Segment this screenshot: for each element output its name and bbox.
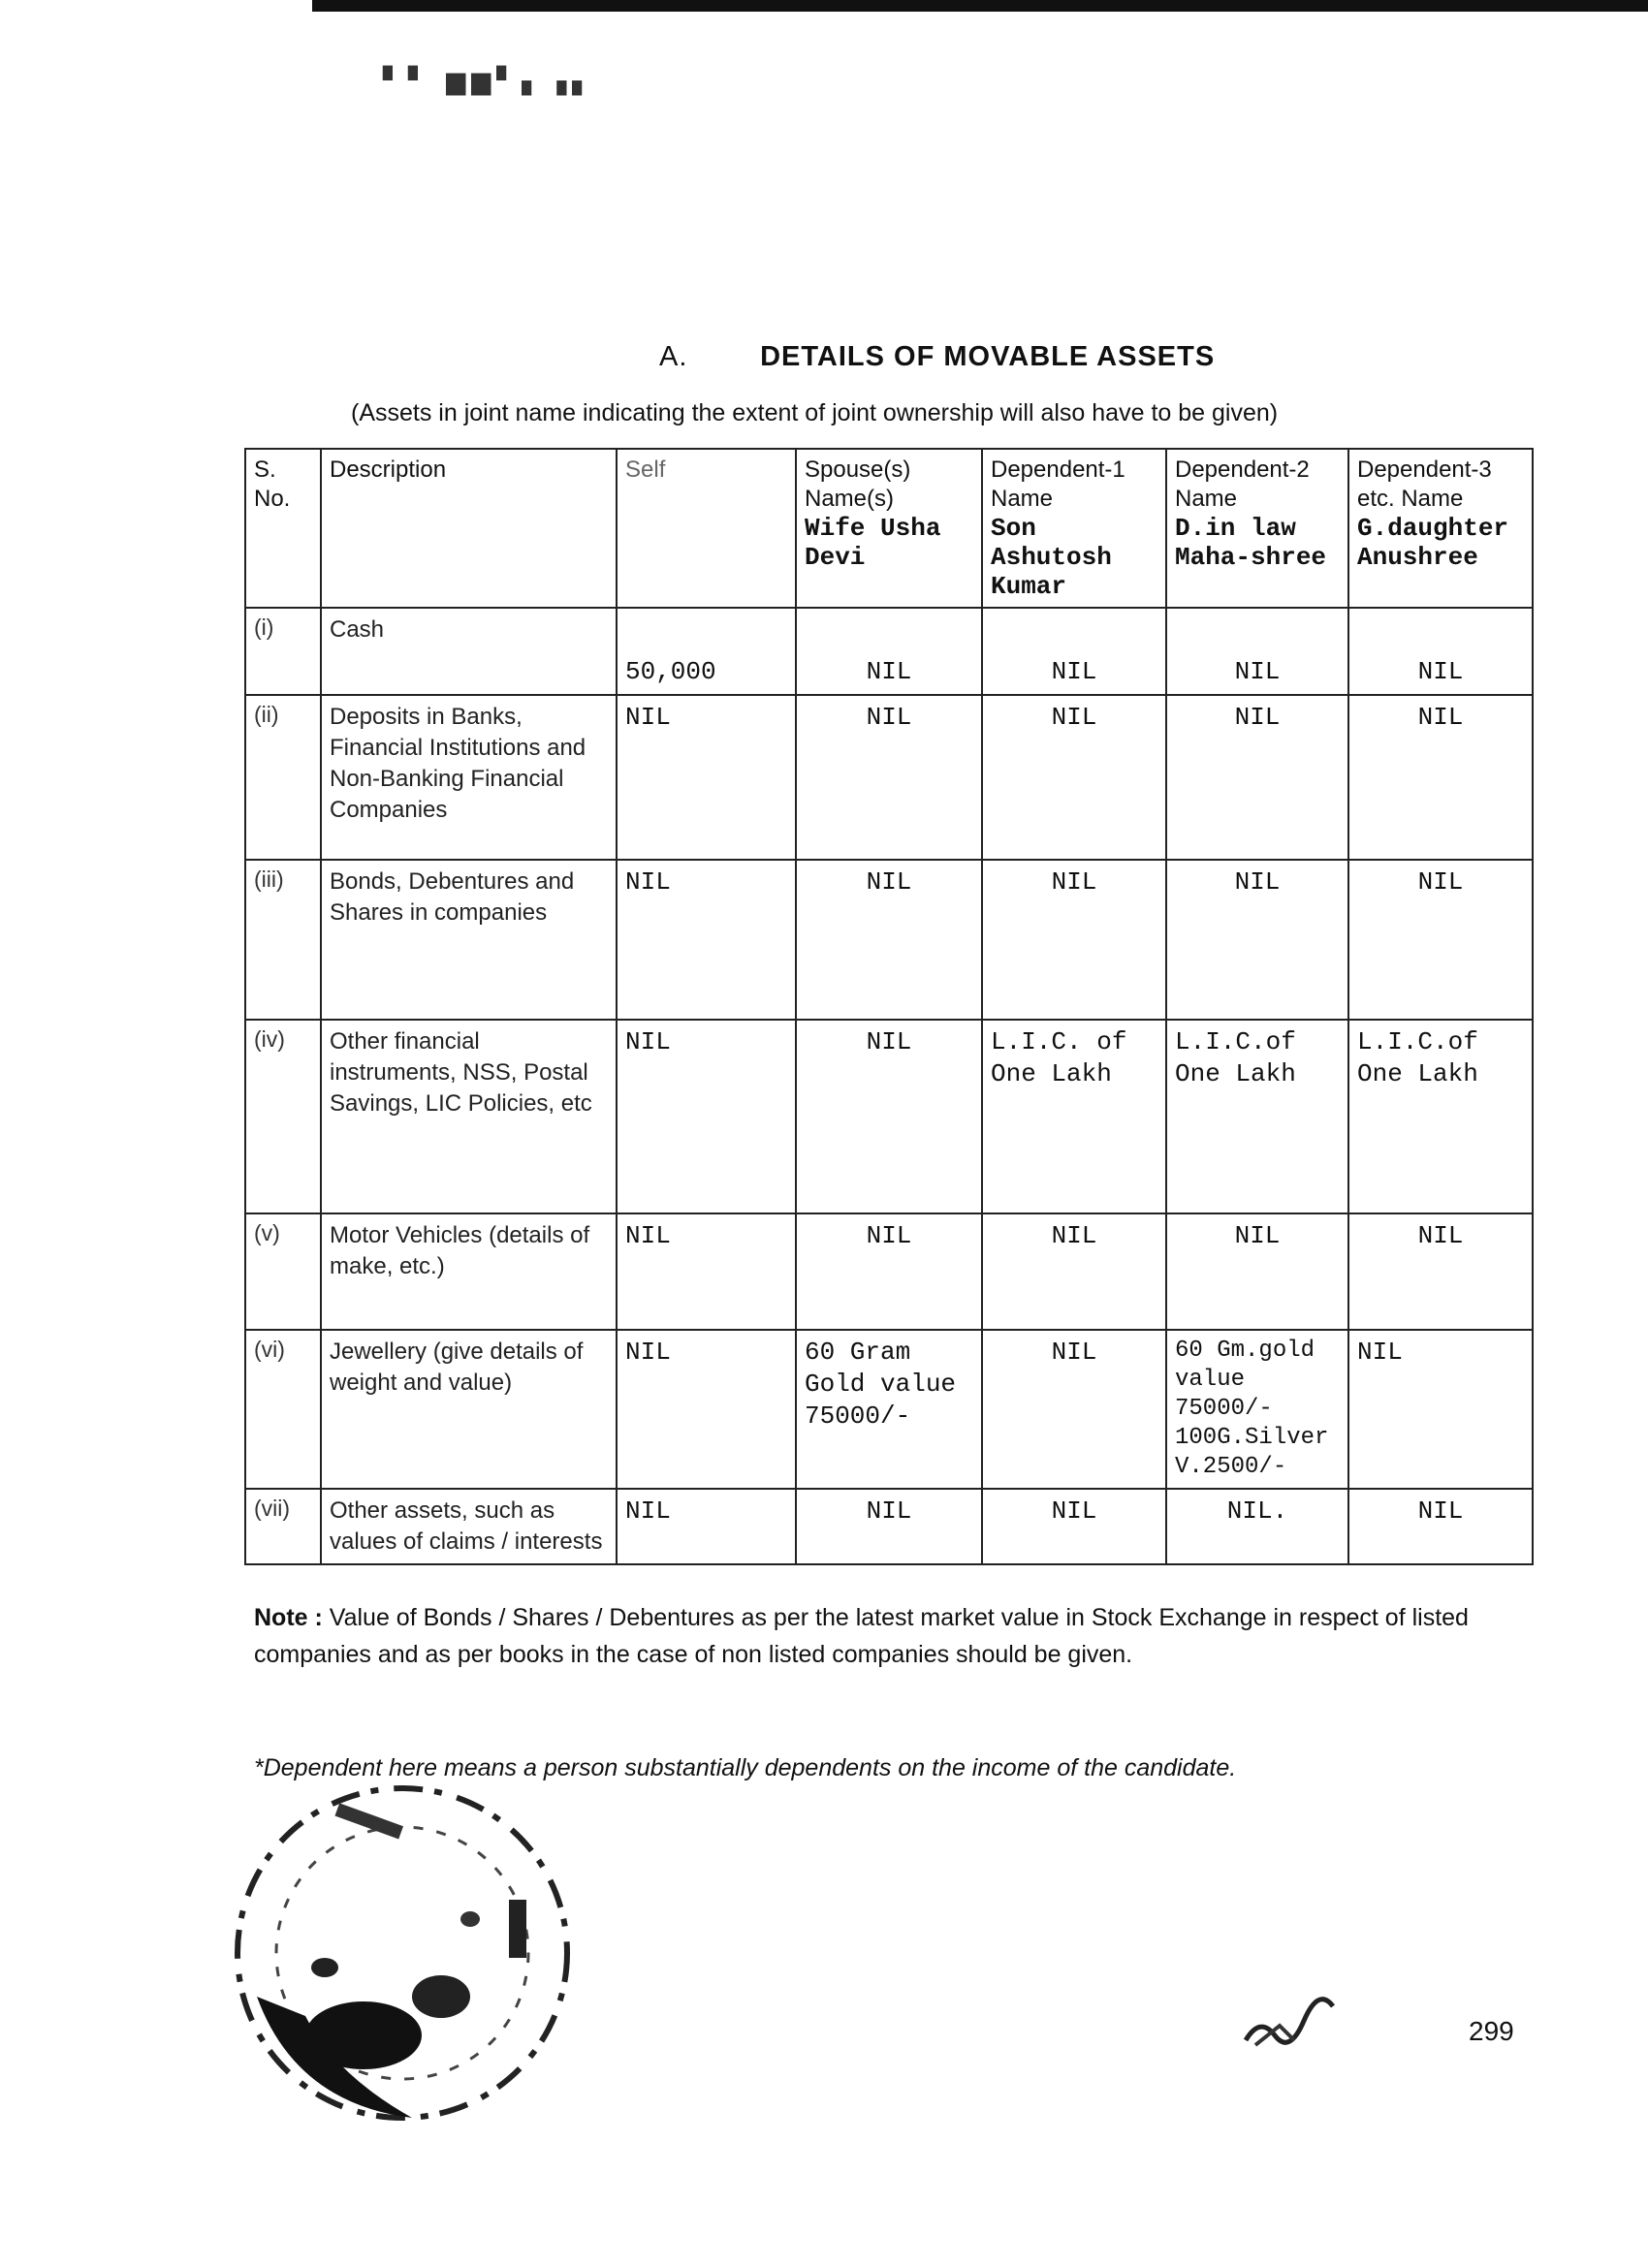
header-sno: S. No. bbox=[245, 449, 321, 608]
table-row-financial-instruments bbox=[245, 1020, 1533, 1213]
row-dep3-value: L.I.C.of One Lakh bbox=[1348, 1020, 1533, 1213]
note-text: Value of Bonds / Shares / Debentures as per the latest market value in Stock Exchange in respect of listed companies and as per books in the case of non listed companies should be given. bbox=[254, 1604, 1469, 1668]
note-paragraph bbox=[254, 1599, 1534, 1673]
dependent-footnote: *Dependent here means a person substantially dependents on the income of the candidate. bbox=[254, 1754, 1237, 1781]
header-dep1-label: Dependent-1 Name bbox=[991, 457, 1125, 512]
table-row-jewellery bbox=[245, 1330, 1533, 1489]
section-letter: A. bbox=[659, 341, 688, 372]
movable-assets-table bbox=[244, 448, 1534, 1565]
official-stamp-icon bbox=[218, 1774, 586, 2132]
row-dep3-value: NIL bbox=[1348, 1213, 1533, 1330]
header-dep2 bbox=[1166, 449, 1348, 608]
row-description: Deposits in Banks, Financial Institutions and Non-Banking Financial Companies bbox=[321, 695, 617, 860]
header-description: Description bbox=[321, 449, 617, 608]
header-spouse-name: Wife Usha Devi bbox=[805, 514, 941, 572]
row-dep3-value: NIL bbox=[1348, 1330, 1533, 1489]
row-dep1-value: NIL bbox=[982, 1213, 1166, 1330]
row-sno: (iii) bbox=[245, 860, 321, 1020]
header-spouse-label: Spouse(s) Name(s) bbox=[805, 457, 911, 512]
row-sno: (i) bbox=[245, 608, 321, 695]
table-row-deposits bbox=[245, 695, 1533, 860]
row-spouse-value: NIL bbox=[796, 1489, 982, 1564]
row-sno: (vi) bbox=[245, 1330, 321, 1489]
header-dep1 bbox=[982, 449, 1166, 608]
row-dep1-value: NIL bbox=[982, 1330, 1166, 1489]
header-spouse bbox=[796, 449, 982, 608]
row-dep2-value: NIL. bbox=[1166, 1489, 1348, 1564]
row-self-value: NIL bbox=[617, 1020, 796, 1213]
top-border-bar bbox=[312, 0, 1648, 12]
row-dep1-value: NIL bbox=[982, 1489, 1166, 1564]
row-sno: (v) bbox=[245, 1213, 321, 1330]
row-sno: (vii) bbox=[245, 1489, 321, 1564]
row-dep2-value: NIL bbox=[1166, 695, 1348, 860]
row-dep1-value: NIL bbox=[982, 608, 1166, 695]
header-dep1-name: Son Ashutosh Kumar bbox=[991, 514, 1112, 601]
row-dep2-value: NIL bbox=[1166, 1213, 1348, 1330]
row-sno: (iv) bbox=[245, 1020, 321, 1213]
row-dep2-value: L.I.C.of One Lakh bbox=[1166, 1020, 1348, 1213]
row-description: Motor Vehicles (details of make, etc.) bbox=[321, 1213, 617, 1330]
row-dep1-value: NIL bbox=[982, 860, 1166, 1020]
row-dep1-value: NIL bbox=[982, 695, 1166, 860]
faded-header-marks: ▘▘ ▆▆▘▖▗▖ bbox=[383, 66, 598, 95]
table-header-row bbox=[245, 449, 1533, 608]
table-row-bonds bbox=[245, 860, 1533, 1020]
row-self-value: NIL bbox=[617, 695, 796, 860]
header-self: Self bbox=[617, 449, 796, 608]
row-self-value: NIL bbox=[617, 1213, 796, 1330]
row-description: Bonds, Debentures and Shares in companies bbox=[321, 860, 617, 1020]
header-dep2-name: D.in law Maha-shree bbox=[1175, 514, 1327, 572]
table-row-motor-vehicles bbox=[245, 1213, 1533, 1330]
row-spouse-value: NIL bbox=[796, 1213, 982, 1330]
row-spouse-value: 60 Gram Gold value 75000/- bbox=[796, 1330, 982, 1489]
header-dep3-label: Dependent-3 etc. Name bbox=[1357, 457, 1492, 512]
header-dep2-label: Dependent-2 Name bbox=[1175, 457, 1310, 512]
row-dep3-value: NIL bbox=[1348, 608, 1533, 695]
row-dep2-value: NIL bbox=[1166, 608, 1348, 695]
row-self-value: NIL bbox=[617, 1489, 796, 1564]
row-description: Cash bbox=[321, 608, 617, 695]
row-spouse-value: NIL bbox=[796, 695, 982, 860]
row-self-value: 50,000 bbox=[617, 608, 796, 695]
row-spouse-value: NIL bbox=[796, 1020, 982, 1213]
row-dep3-value: NIL bbox=[1348, 1489, 1533, 1564]
header-dep3 bbox=[1348, 449, 1533, 608]
row-dep3-value: NIL bbox=[1348, 695, 1533, 860]
row-description: Other financial instruments, NSS, Postal Savings, LIC Policies, etc bbox=[321, 1020, 617, 1213]
row-sno: (ii) bbox=[245, 695, 321, 860]
row-dep2-value: 60 Gm.gold value 75000/- 100G.Silver V.2500/- bbox=[1166, 1330, 1348, 1489]
ink-mark-icon bbox=[1241, 1997, 1338, 2055]
section-title-text: DETAILS OF MOVABLE ASSETS bbox=[760, 341, 1216, 372]
section-title bbox=[659, 341, 1215, 373]
row-dep1-value: L.I.C. of One Lakh bbox=[982, 1020, 1166, 1213]
row-dep3-value: NIL bbox=[1348, 860, 1533, 1020]
row-self-value: NIL bbox=[617, 1330, 796, 1489]
header-dep3-name: G.daughter Anushree bbox=[1357, 514, 1509, 572]
table-row-other-assets bbox=[245, 1489, 1533, 1564]
row-dep2-value: NIL bbox=[1166, 860, 1348, 1020]
page-number: 299 bbox=[1469, 2016, 1514, 2046]
section-subtitle: (Assets in joint name indicating the extent of joint ownership will also have to be given) bbox=[351, 399, 1279, 426]
row-description: Other assets, such as values of claims / interests bbox=[321, 1489, 617, 1564]
row-spouse-value: NIL bbox=[796, 608, 982, 695]
note-label: Note : bbox=[254, 1604, 323, 1631]
row-spouse-value: NIL bbox=[796, 860, 982, 1020]
table-row-cash bbox=[245, 608, 1533, 695]
row-self-value: NIL bbox=[617, 860, 796, 1020]
row-description: Jewellery (give details of weight and value) bbox=[321, 1330, 617, 1489]
